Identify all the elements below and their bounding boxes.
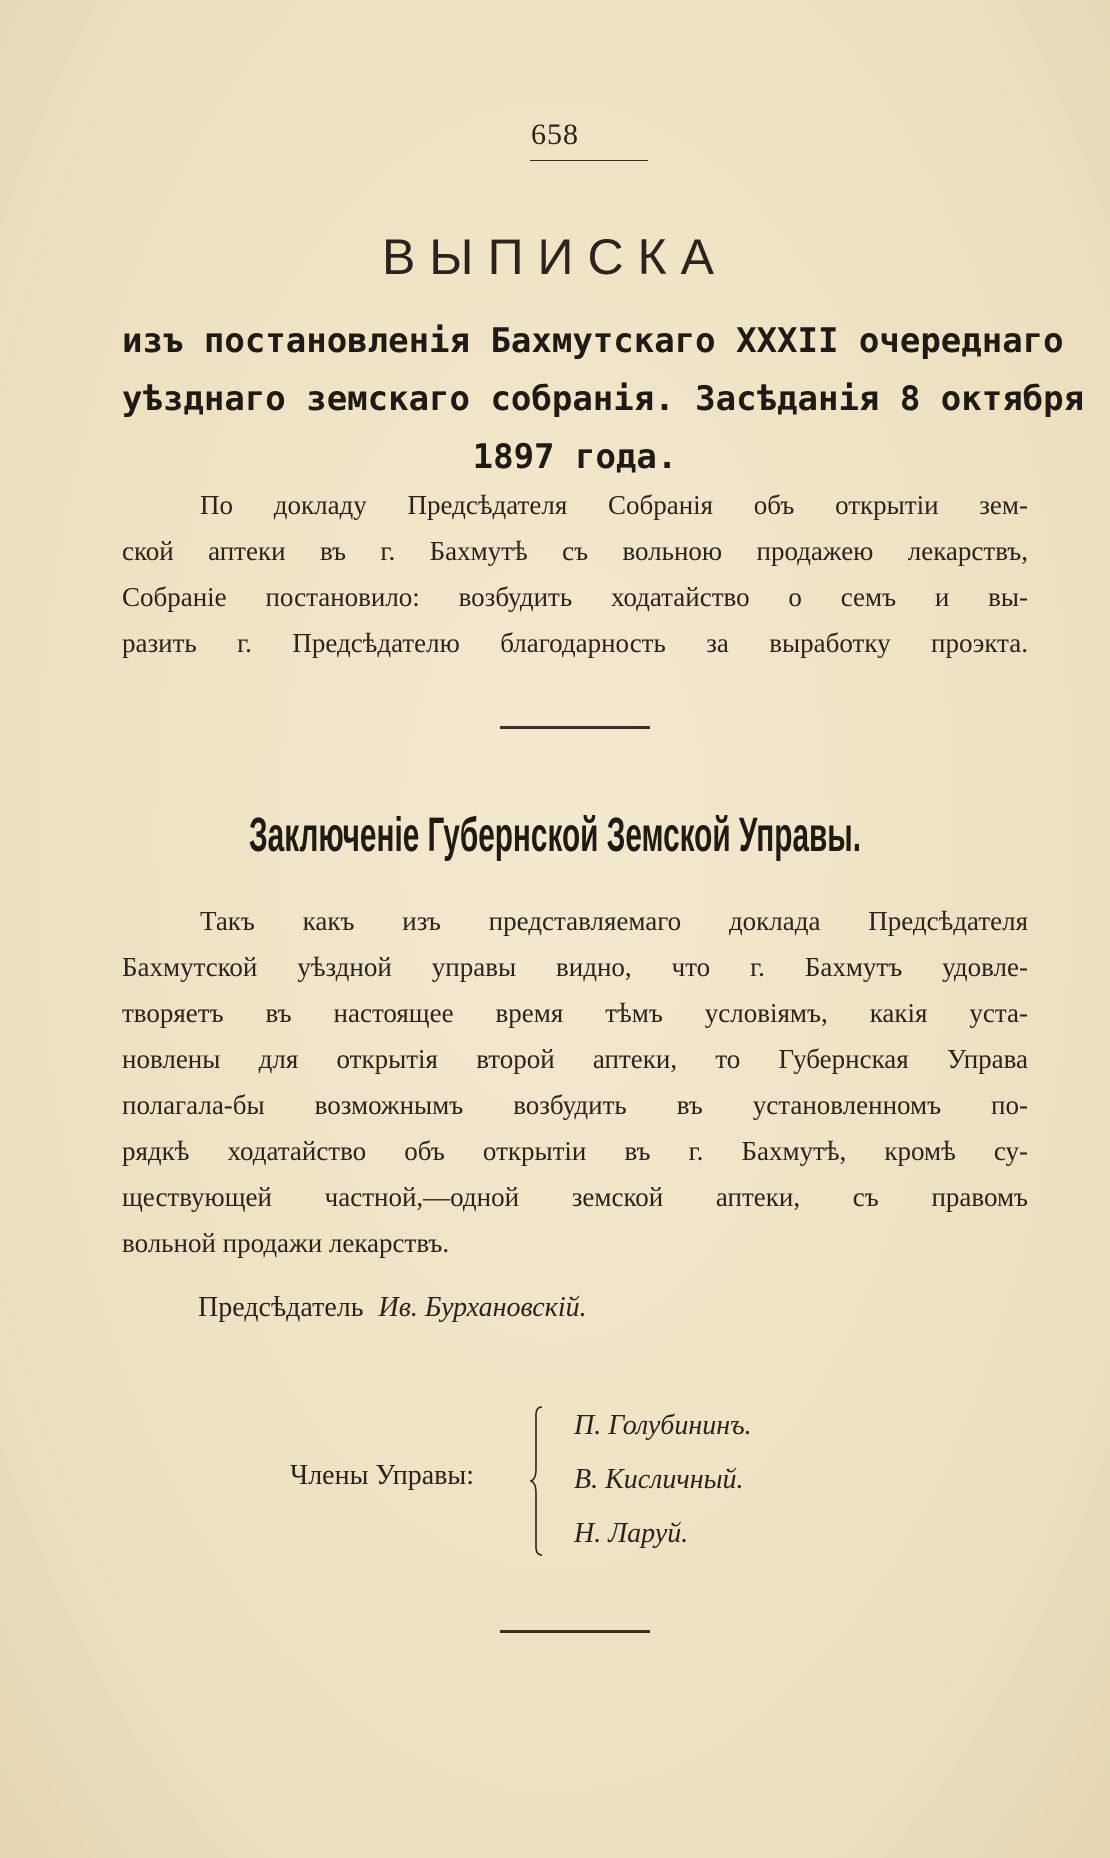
conclusion-paragraph xyxy=(122,898,1028,1266)
text-line: ской аптеки въ г. Бахмутѣ съ вольною продажею лекарствъ, xyxy=(122,536,1028,566)
page-number: 658 xyxy=(531,118,579,151)
text-line: Бахмутской уѣздной управы видно, что г. Бахмутъ удовле- xyxy=(122,952,1028,982)
resolution-paragraph xyxy=(122,482,1028,666)
text-line: ществующей частной,—одной земской аптеки, съ правомъ xyxy=(122,1182,1028,1212)
subtitle-line: уѣзднаго земскаго собранія. Засѣданія 8 октября xyxy=(122,379,1085,419)
member-name: П. Голубининъ. xyxy=(574,1410,752,1441)
subtitle-line: 1897 года. xyxy=(472,437,678,477)
text-line: Собраніе постановило: возбудить ходатайство о семъ и вы- xyxy=(122,582,1028,612)
chairman-label: Предсѣдатель xyxy=(198,1292,364,1323)
subtitle-line: изъ постановленія Бахмутскаго XXXII очереднаго xyxy=(122,321,1064,361)
text-line: разить г. Предсѣдателю благодарность за выработку проэкта. xyxy=(122,628,1028,658)
member-name: В. Кисличный. xyxy=(574,1464,744,1495)
document-subtitle xyxy=(122,312,1085,486)
page-number-underline xyxy=(530,160,648,161)
member-name: Н. Ларуй. xyxy=(574,1518,689,1549)
text-line: По докладу Предсѣдателя Собранія объ открытіи зем- xyxy=(200,490,1028,520)
section-heading: Заключеніе Губернской Земской Управы. xyxy=(249,809,861,862)
text-line: рядкѣ ходатайство объ открытіи въ г. Бахмутѣ, кромѣ су- xyxy=(122,1136,1028,1166)
section-divider xyxy=(500,726,650,729)
members-brace xyxy=(530,1405,544,1557)
closing-divider xyxy=(500,1630,650,1633)
members-label: Члены Управы: xyxy=(290,1460,474,1491)
chairman-signature xyxy=(198,1292,587,1324)
text-line: вольной продажи лекарствъ. xyxy=(122,1228,450,1258)
text-line: творяетъ въ настоящее время тѣмъ условіямъ, какія уста- xyxy=(122,998,1028,1028)
text-line: новлены для открытія второй аптеки, то Губернская Управа xyxy=(122,1044,1028,1074)
chairman-name: Ив. Бурхановскій. xyxy=(378,1292,587,1323)
text-line: Такъ какъ изъ представляемаго доклада Предсѣдателя xyxy=(200,906,1028,936)
document-title: ВЫПИСКА xyxy=(381,229,729,285)
text-line: полагала-бы возможнымъ возбудить въ установленномъ по- xyxy=(122,1090,1028,1120)
